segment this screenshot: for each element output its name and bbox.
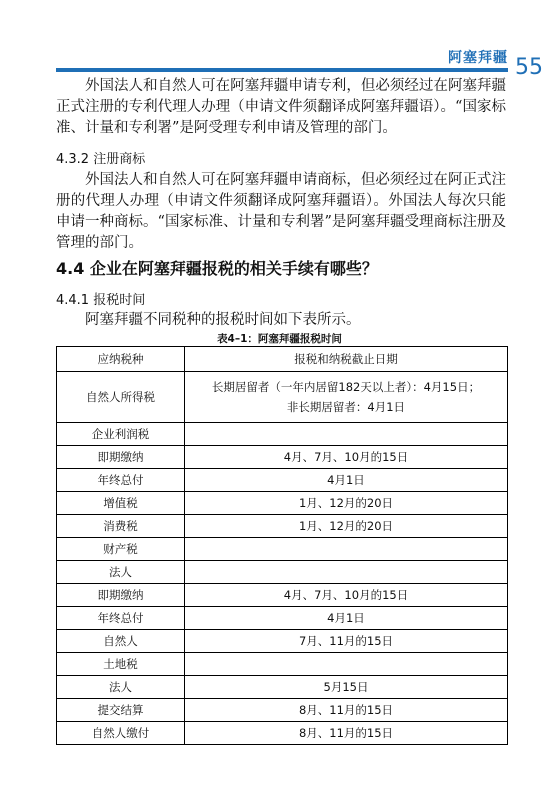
tax-type-cell: 法人 [57,676,185,699]
tax-type-cell: 自然人所得税 [57,372,185,423]
deadline-cell: 4月1日 [185,469,508,492]
table-row [57,561,508,584]
patent-paragraph-text: 外国法人和自然人可在阿塞拜疆申请专利，但必须经过在阿塞拜疆正式注册的专利代理人办理（申请文件须翻译成阿塞拜疆语）。“国家标准、计量和专利署”是阿受理专利申请及管理的部门。 [56,78,506,136]
trademark-paragraph-text: 外国法人和自然人可在阿塞拜疆申请商标，但必须经过在阿正式注册的代理人办理（申请文件须翻译成阿塞拜疆语）。外国法人每次只能申请一种商标。“国家标准、计量和专利署”是阿塞拜疆受理商标注册及管理的部门。 [56,172,506,251]
table-row [57,584,508,607]
deadline-cell [185,653,508,676]
column-header-deadline: 报税和纳税截止日期 [185,347,508,372]
deadline-cell: 5月15日 [185,676,508,699]
table-intro-text: 阿塞拜疆不同税种的报税时间如下表所示。 [85,312,361,328]
deadline-cell: 1月、12月的20日 [185,515,508,538]
deadline-cell [185,538,508,561]
deadline-cell: 7月、11月的15日 [185,630,508,653]
heading-4-3-2-number: 4.3.2 [56,152,90,167]
deadline-cell: 4月、7月、10月的15日 [185,446,508,469]
tax-type-cell: 提交结算 [57,699,185,722]
tax-type-cell: 自然人缴付 [57,722,185,745]
tax-type-cell: 消费税 [57,515,185,538]
deadline-line: 非长期居留者：4月1日 [286,400,406,414]
tax-type-cell: 法人 [57,561,185,584]
tax-type-cell: 即期缴纳 [57,446,185,469]
table-row [57,515,508,538]
page-number: 55 [515,55,543,80]
tax-type-cell: 年终总付 [57,469,185,492]
tax-type-cell: 年终总付 [57,607,185,630]
deadline-cell: 8月、11月的15日 [185,722,508,745]
table-intro [56,310,506,331]
table-row [57,372,508,423]
table-row [57,676,508,699]
tax-type-cell: 土地税 [57,653,185,676]
table-header-row [57,347,508,372]
deadline-cell [185,372,508,423]
deadline-cell [185,561,508,584]
tax-type-cell: 财产税 [57,538,185,561]
table-row [57,653,508,676]
tax-type-cell: 即期缴纳 [57,584,185,607]
heading-4-4-1-number: 4.4.1 [56,293,90,308]
table-row [57,607,508,630]
table-row [57,630,508,653]
column-header-tax-type: 应纳税种 [57,347,185,372]
heading-4-3-2-text: 注册商标 [93,152,146,167]
tax-type-cell: 增值税 [57,492,185,515]
table-row [57,722,508,745]
deadline-cell [185,423,508,446]
table-row [57,423,508,446]
deadline-cell: 1月、12月的20日 [185,492,508,515]
table-row [57,492,508,515]
deadline-cell: 4月、7月、10月的15日 [185,584,508,607]
running-header-title: 阿塞拜疆 [448,50,508,66]
heading-4-3-2 [56,148,145,167]
heading-4-4-1 [56,289,145,308]
tax-deadline-table [56,346,508,745]
deadline-line: 长期居留者（一年内居留182天以上者）：4月15日； [211,380,481,394]
table-row [57,699,508,722]
table-caption: 表4–1：阿塞拜疆报税时间 [217,333,342,345]
heading-4-4 [56,256,378,279]
header-rule [56,68,508,72]
table-row [57,446,508,469]
patent-paragraph [56,76,506,139]
tax-type-cell: 自然人 [57,630,185,653]
heading-4-4-text: 企业在阿塞拜疆报税的相关手续有哪些？ [89,259,378,278]
table-row [57,469,508,492]
deadline-cell: 4月1日 [185,607,508,630]
heading-4-4-1-text: 报税时间 [93,293,146,308]
trademark-paragraph [56,170,506,254]
tax-type-cell: 企业利润税 [57,423,185,446]
heading-4-4-number: 4.4 [56,259,85,278]
table-row [57,538,508,561]
deadline-cell: 8月、11月的15日 [185,699,508,722]
